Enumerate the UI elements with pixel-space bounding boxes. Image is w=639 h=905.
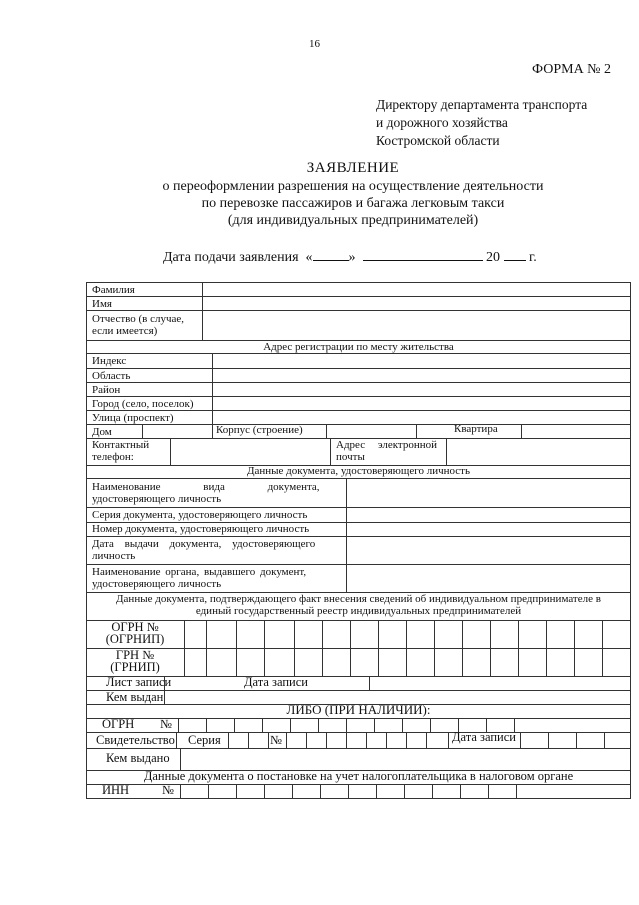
district-label: Район (92, 384, 121, 396)
submission-date-line (163, 248, 537, 266)
ogrnip-line: ОГРН № (111, 620, 159, 634)
alt-header: ЛИБО (ПРИ НАЛИЧИИ): (286, 702, 431, 717)
patronymic-label (92, 313, 184, 337)
phone-line: телефон: (92, 451, 134, 463)
surname-label: Фамилия (92, 284, 135, 296)
certificate-series-label: Серия (188, 733, 221, 747)
egrip-header (86, 593, 631, 617)
issue-date-line: Дата выдачи документа, удостоверяющего (92, 538, 316, 550)
id-doc-header: Данные документа, удостоверяющего личность (246, 465, 470, 477)
addressee-line: и дорожного хозяйства (376, 115, 508, 130)
certificate-label: Свидетельство (96, 733, 175, 747)
application-form-table (86, 282, 631, 798)
phone-line: Контактный (92, 439, 150, 451)
phone-label (92, 439, 149, 463)
address-header: Адрес регистрации по месту жительства (263, 341, 454, 353)
form-label: ФОРМА № 2 (532, 62, 612, 77)
close-quote: » (348, 250, 356, 265)
index-label: Индекс (92, 355, 127, 367)
building-label: Корпус (строение) (216, 424, 303, 436)
year-prefix: 20 (486, 250, 501, 265)
year-suffix: г. (529, 250, 537, 265)
issuer-line: Наименование органа, выдавшего документ, (92, 566, 307, 578)
id-issuer-label (92, 566, 306, 590)
inn-label: ИНН (102, 783, 130, 797)
ogrnip-label (86, 621, 184, 645)
alt-issued-by-label: Кем выдано (106, 751, 170, 765)
issuer-line: удостоверяющего личность (92, 578, 222, 590)
subtitle-line: о переоформлении разрешения на осуществление деятельности (162, 179, 544, 194)
city-label: Город (село, поселок) (92, 398, 194, 410)
egrip-header-line: единый государственный реестр индивидуальных предпринимателей (195, 605, 522, 617)
issued-by-label: Кем выдан (106, 690, 164, 704)
house-label: Дом (92, 426, 112, 438)
id-issue-date-label (92, 538, 315, 562)
month-field[interactable] (363, 248, 483, 261)
apartment-label: Квартира (454, 423, 498, 435)
issue-date-line: личность (92, 550, 136, 562)
addressee-line: Костромской области (376, 133, 500, 148)
subtitle-line: (для индивидуальных предпринимателей) (227, 213, 479, 228)
addressee (376, 96, 587, 150)
grnip-line: (ГРНИП) (110, 660, 160, 674)
subtitle-line: по перевозке пассажиров и багажа легковым такси (201, 196, 505, 211)
date-label: Дата подачи заявления (163, 250, 299, 265)
id-type-line: Наименование вида документа, (92, 481, 320, 493)
grnip-line: ГРН № (115, 648, 155, 662)
region-label: Область (92, 370, 131, 382)
alt-ogrn-label: ОГРН (102, 717, 135, 731)
document-subtitle (0, 178, 639, 229)
street-label: Улица (проспект) (92, 412, 174, 424)
id-type-line: удостоверяющего личность (92, 493, 222, 505)
alt-ogrn-num-sign: № (160, 717, 172, 731)
id-series-label: Серия документа, удостоверяющего личность (92, 509, 308, 521)
certificate-num-sign: № (270, 733, 282, 747)
email-label (336, 439, 437, 463)
egrip-header-line: Данные документа, подтверждающего факт внесения сведений об индивидуальном предпринимателе в (116, 593, 601, 605)
tax-header: Данные документа о постановке на учет налогоплательщика в налоговом органе (143, 769, 574, 783)
ogrnip-line: (ОГРНИП) (105, 632, 165, 646)
addressee-line: Директору департамента транспорта (376, 97, 588, 112)
alt-record-date-label: Дата записи (452, 730, 516, 744)
year-field[interactable] (504, 248, 526, 261)
sheet-label: Лист записи (106, 675, 172, 689)
email-line: почты (336, 451, 365, 463)
id-type-label (92, 481, 342, 505)
document-title: ЗАЯВЛЕНИЕ (306, 160, 400, 176)
id-number-label: Номер документа, удостоверяющего личность (92, 523, 310, 535)
day-field[interactable] (313, 248, 349, 261)
patronymic-line: Отчество (в случае, (92, 313, 185, 325)
grnip-label (86, 649, 184, 673)
patronymic-line: если имеется) (92, 325, 158, 337)
open-quote: « (305, 250, 313, 265)
page-number: 16 (309, 38, 320, 50)
record-date-label: Дата записи (244, 675, 308, 689)
name-label: Имя (92, 298, 112, 310)
email-line: Адрес электронной (336, 439, 438, 451)
inn-num-sign: № (162, 783, 174, 797)
